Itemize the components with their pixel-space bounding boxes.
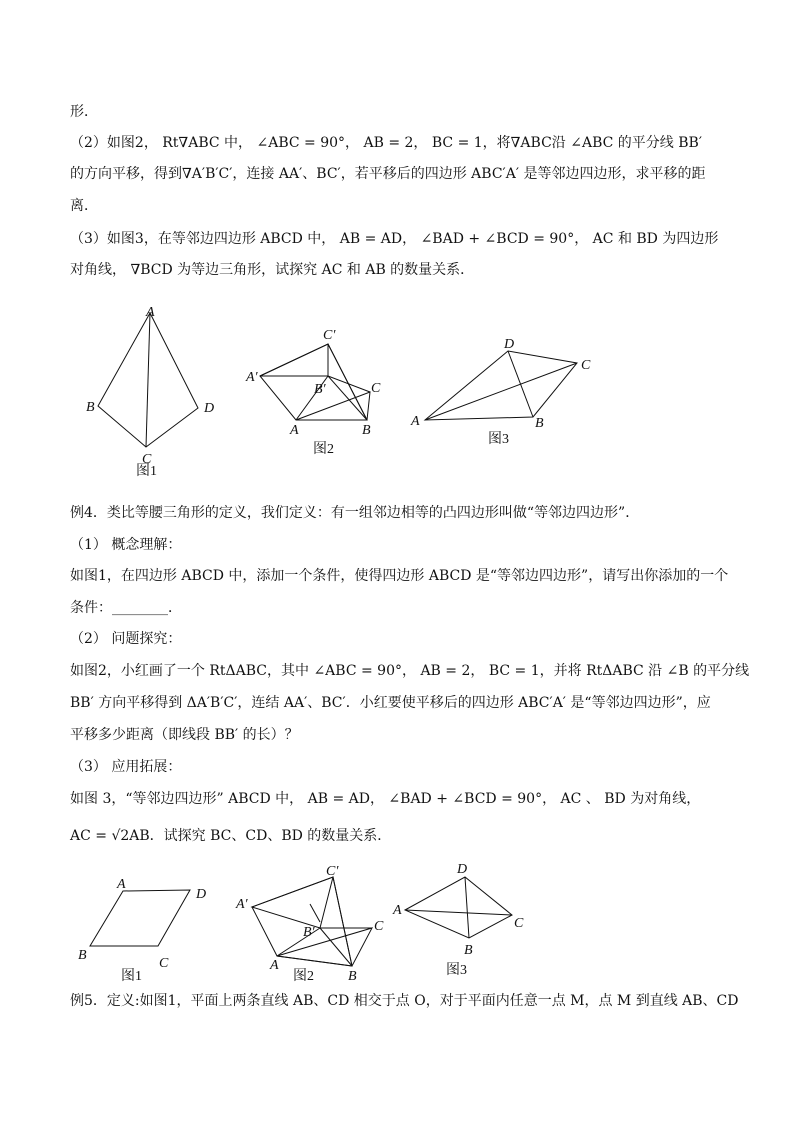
fig-label-A1: A′ [236,897,248,912]
fig-label-C: C [374,919,384,934]
text-line-2: （2）如图2， Rt∇ABC 中， ∠ABC = 90°， AB = 2， BC = 1，将∇ABC沿 ∠ABC 的平分线 BB′ [70,135,703,151]
text-line-16: 如图 3，“等邻边四边形” ABCD 中， AB = AD， ∠BAD + ∠BCD = 90°， AC 、 BD 为对角线， [70,791,701,807]
fig-label-C: C [581,358,591,373]
fig-label-C: C [142,452,152,467]
fig-label-B: B [86,400,95,415]
fig-label-B: B [348,969,357,984]
fig-label-B: B [535,416,544,431]
fig-label-B: B [464,943,473,958]
text-line-3: 的方向平移，得到∇A′B′C′，连接 AA′、BC′，若平移后的四边形 ABC′A′ 是等邻边四边形，求平移的距 [70,166,706,182]
text-line-17: AC = √2AB．试探究 BC、CD、BD 的数量关系． [70,828,392,844]
text-line-9: 如图1，在四边形 ABCD 中，添加一个条件，使得四边形 ABCD 是“等邻边四边形”，请写出你添加的一个 [70,568,729,584]
fig-caption: 图3 [488,432,509,447]
fig-label-A: A [290,423,299,438]
text-line-12: 如图2，小红画了一个 RtΔABC，其中 ∠ABC = 90°， AB = 2， BC = 1，并将 RtΔABC 沿 ∠B 的平分线 [70,663,750,679]
figure-top-3 [405,330,605,455]
fig-label-C: C [514,916,524,931]
figure-top-2 [240,320,400,465]
text-line-15: （3） 应用拓展： [70,759,182,775]
fig-label-D: D [504,337,515,352]
text-line-13: BB′ 方向平移得到 ΔA′B′C′，连结 AA′、BC′．小红要使平移后的四边形 ABC′A′ 是“等邻边四边形”，应 [70,695,711,711]
fig-label-D: D [204,401,215,416]
fig-label-A: A [411,414,420,429]
text-line-5: （3）如图3，在等邻边四边形 ABCD 中， AB = AD， ∠BAD + ∠BCD = 90°， AC 和 BD 为四边形 [70,231,719,247]
fig-label-A: A [270,958,279,973]
fig-label-C: C [371,381,381,396]
fig-caption: 图2 [313,442,334,457]
fig-label-D: D [457,862,468,877]
fig-label-A: A [393,903,402,918]
fig-label-B: B [78,948,87,963]
fig-label-B1: B′ [314,382,326,397]
text-line-10: 条件：________． [70,600,182,616]
text-line-4: 离． [70,198,98,214]
text-line-11: （2） 问题探究： [70,631,182,647]
fig-caption: 图3 [446,963,467,978]
fig-label-C1: C′ [323,328,336,343]
fig-label-D: D [196,887,207,902]
fig-label-B1: B′ [303,925,315,940]
fig-label-B: B [362,423,371,438]
figure-bottom-2 [230,860,400,990]
text-line-1: 形． [70,104,98,120]
figure-bottom-1 [75,870,225,985]
text-line-7: 例4．类比等腰三角形的定义，我们定义：有一组邻边相等的凸四边形叫做“等邻边四边形”． [70,505,640,521]
figure-bottom-3 [390,860,535,980]
text-line-8: （1） 概念理解： [70,537,182,553]
fig-label-C1: C′ [326,864,339,879]
fig-caption: 图1 [136,464,157,479]
text-line-6: 对角线， ∇BCD 为等边三角形，试探究 AC 和 AB 的数量关系． [70,262,475,278]
fig-label-C: C [159,956,169,971]
fig-caption: 图2 [293,969,314,984]
fig-caption: 图1 [121,969,142,984]
fig-label-A: A [117,877,126,892]
text-line-18: 例5．定义:如图1，平面上两条直线 AB、CD 相交于点 O，对于平面内任意一点 M，点 M 到直线 AB、CD [70,993,739,1009]
fig-label-A: A [146,305,155,320]
figure-top-1 [80,300,240,480]
fig-label-A1: A′ [246,370,258,385]
text-line-14: 平移多少距离（即线段 BB′ 的长）？ [70,727,299,743]
